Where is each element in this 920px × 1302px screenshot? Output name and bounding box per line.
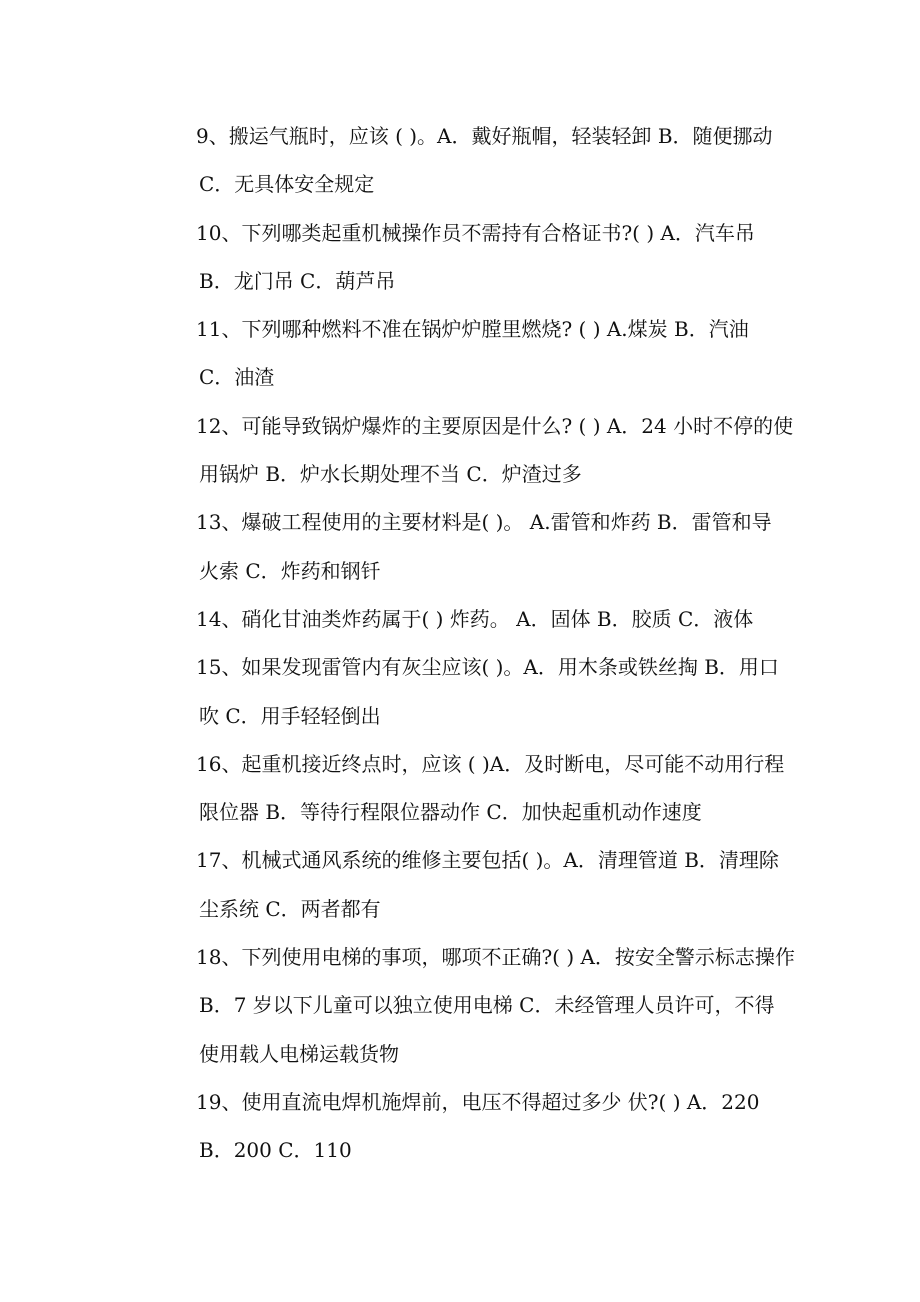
question-19-line-1: 19、使用直流电焊机施焊前，电压不得超过多少 伏?( ) A．220 [196, 1089, 760, 1114]
question-13-line-2: 火索 C．炸药和钢钎 [199, 558, 381, 583]
question-10-line-2: B．龙门吊 C．葫芦吊 [199, 268, 396, 293]
question-12-line-1: 12、可能导致锅炉爆炸的主要原因是什么? ( ) A．24 小时不停的使 [196, 413, 794, 438]
question-11-line-2: C．油渣 [199, 365, 275, 390]
question-11-line-1: 11、下列哪种燃料不准在锅炉炉膛里燃烧? ( ) A.煤炭 B．汽油 [196, 317, 749, 342]
question-13-line-1: 13、爆破工程使用的主要材料是( )。 A.雷管和炸药 B．雷管和导 [196, 510, 772, 535]
question-17-line-2: 尘系统 C．两者都有 [199, 896, 381, 921]
question-18-line-3: 使用载人电梯运载货物 [199, 1041, 399, 1066]
question-10-line-1: 10、下列哪类起重机械操作员不需持有合格证书?( ) A．汽车吊 [196, 220, 755, 245]
question-9-line-1: 9、搬运气瓶时，应该 ( )。A．戴好瓶帽，轻装轻卸 B．随便挪动 [196, 124, 773, 148]
question-18-line-2: B．7 岁以下儿童可以独立使用电梯 C．未经管理人员许可，不得 [199, 993, 775, 1018]
question-16-line-1: 16、起重机接近终点时，应该 ( )A．及时断电，尽可能不动用行程 [196, 751, 785, 776]
question-12-line-2: 用锅炉 B．炉水长期处理不当 C．炉渣过多 [199, 462, 582, 487]
question-19-line-2: B．200 C．110 [199, 1138, 352, 1163]
question-18-line-1: 18、下列使用电梯的事项，哪项不正确?( ) A．按安全警示标志操作 [196, 945, 795, 970]
question-15-line-2: 吹 C．用手轻轻倒出 [199, 703, 381, 728]
question-9-line-2: C．无具体安全规定 [199, 172, 375, 197]
question-16-line-2: 限位器 B．等待行程限位器动作 C．加快起重机动作速度 [199, 800, 702, 825]
question-list [196, 112, 836, 1175]
question-14-line-1: 14、硝化甘油类炸药属于( ) 炸药。 A．固体 B．胶质 C．液体 [196, 606, 754, 631]
question-15-line-1: 15、如果发现雷管内有灰尘应该( )。A．用木条或铁丝掏 B．用口 [196, 655, 779, 680]
question-17-line-1: 17、机械式通风系统的维修主要包括( )。A．清理管道 B．清理除 [196, 848, 779, 873]
